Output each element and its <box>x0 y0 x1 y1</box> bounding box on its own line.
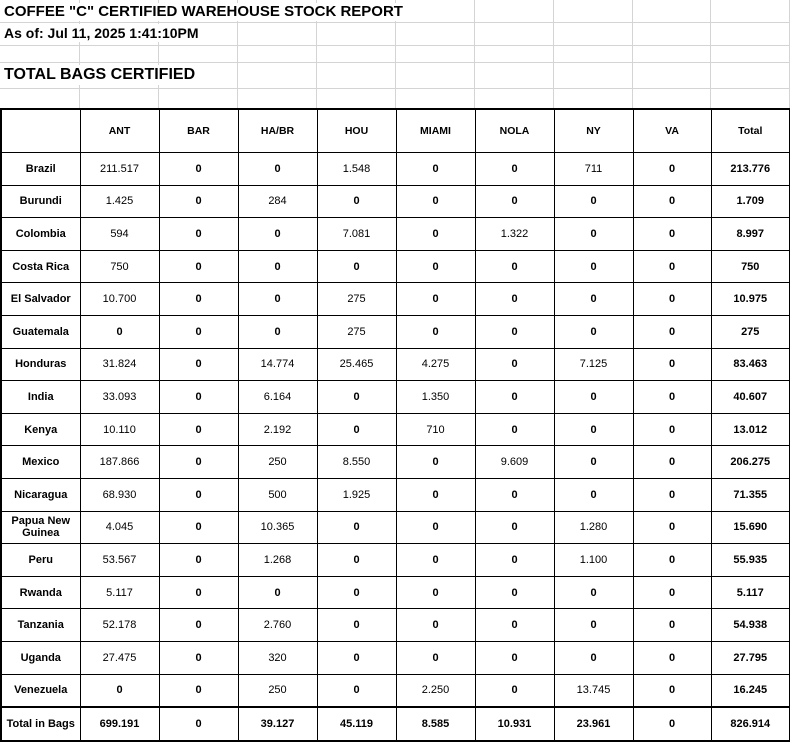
value-cell: 0 <box>396 641 475 674</box>
value-cell: 0 <box>554 315 633 348</box>
country-cell: Colombia <box>1 218 80 251</box>
value-cell: 275 <box>317 315 396 348</box>
row-total-cell: 16.245 <box>711 674 790 707</box>
table-row <box>1 609 790 642</box>
country-cell: Rwanda <box>1 576 80 609</box>
value-cell: 0 <box>475 381 554 414</box>
value-cell: 1.268 <box>238 544 317 577</box>
value-cell: 0 <box>238 283 317 316</box>
table-row <box>1 381 790 414</box>
value-cell: 0 <box>396 315 475 348</box>
value-cell: 0 <box>396 544 475 577</box>
country-cell: Mexico <box>1 446 80 479</box>
total-label: Total in Bags <box>1 707 80 741</box>
value-cell: 9.609 <box>475 446 554 479</box>
country-cell: Guatemala <box>1 315 80 348</box>
country-cell: Kenya <box>1 413 80 446</box>
value-cell: 1.100 <box>554 544 633 577</box>
table-row <box>1 576 790 609</box>
table-row <box>1 218 790 251</box>
table-row <box>1 478 790 511</box>
value-cell: 2.760 <box>238 609 317 642</box>
value-cell: 0 <box>238 153 317 186</box>
total-value-cell: 39.127 <box>238 707 317 741</box>
value-cell: 0 <box>317 185 396 218</box>
value-cell: 0 <box>238 315 317 348</box>
country-cell: Burundi <box>1 185 80 218</box>
value-cell: 0 <box>159 478 238 511</box>
value-cell: 0 <box>396 446 475 479</box>
value-cell: 0 <box>633 576 711 609</box>
value-cell: 0 <box>554 218 633 251</box>
value-cell: 0 <box>396 576 475 609</box>
value-cell: 711 <box>554 153 633 186</box>
value-cell: 0 <box>396 218 475 251</box>
country-cell: India <box>1 381 80 414</box>
value-cell: 0 <box>159 544 238 577</box>
value-cell: 0 <box>159 576 238 609</box>
value-cell: 0 <box>554 185 633 218</box>
total-value-cell: 0 <box>633 707 711 741</box>
total-value-cell: 0 <box>159 707 238 741</box>
value-cell: 0 <box>475 511 554 544</box>
value-cell: 0 <box>159 381 238 414</box>
table-row <box>1 544 790 577</box>
value-cell: 10.110 <box>80 413 159 446</box>
value-cell: 0 <box>554 381 633 414</box>
country-cell: Tanzania <box>1 609 80 642</box>
total-value-cell: 23.961 <box>554 707 633 741</box>
table-row <box>1 348 790 381</box>
stock-table <box>0 108 790 742</box>
column-header-ha-br: HA/BR <box>238 109 317 153</box>
row-total-cell: 40.607 <box>711 381 790 414</box>
table-row <box>1 315 790 348</box>
corner-cell <box>1 109 80 153</box>
value-cell: 0 <box>633 153 711 186</box>
value-cell: 0 <box>317 674 396 707</box>
value-cell: 0 <box>633 315 711 348</box>
total-value-cell: 45.119 <box>317 707 396 741</box>
country-cell: Costa Rica <box>1 250 80 283</box>
value-cell: 6.164 <box>238 381 317 414</box>
value-cell: 0 <box>317 609 396 642</box>
value-cell: 0 <box>554 641 633 674</box>
value-cell: 284 <box>238 185 317 218</box>
value-cell: 0 <box>159 511 238 544</box>
row-total-cell: 213.776 <box>711 153 790 186</box>
value-cell: 0 <box>475 544 554 577</box>
value-cell: 275 <box>317 283 396 316</box>
row-total-cell: 15.690 <box>711 511 790 544</box>
value-cell: 7.125 <box>554 348 633 381</box>
value-cell: 0 <box>317 250 396 283</box>
value-cell: 187.866 <box>80 446 159 479</box>
value-cell: 710 <box>396 413 475 446</box>
column-header-va: VA <box>633 109 711 153</box>
value-cell: 52.178 <box>80 609 159 642</box>
value-cell: 1.925 <box>317 478 396 511</box>
value-cell: 0 <box>80 674 159 707</box>
value-cell: 0 <box>554 478 633 511</box>
row-total-cell: 13.012 <box>711 413 790 446</box>
value-cell: 1.280 <box>554 511 633 544</box>
row-total-cell: 750 <box>711 250 790 283</box>
report-title: COFFEE "C" CERTIFIED WAREHOUSE STOCK REPORT <box>4 3 407 21</box>
value-cell: 25.465 <box>317 348 396 381</box>
value-cell: 0 <box>475 609 554 642</box>
value-cell: 0 <box>475 153 554 186</box>
value-cell: 0 <box>159 218 238 251</box>
total-value-cell: 699.191 <box>80 707 159 741</box>
value-cell: 0 <box>396 609 475 642</box>
value-cell: 0 <box>633 478 711 511</box>
row-total-cell: 55.935 <box>711 544 790 577</box>
value-cell: 0 <box>317 576 396 609</box>
value-cell: 1.322 <box>475 218 554 251</box>
column-header-ant: ANT <box>80 109 159 153</box>
table-row <box>1 674 790 707</box>
row-total-cell: 206.275 <box>711 446 790 479</box>
value-cell: 2.192 <box>238 413 317 446</box>
column-header-bar: BAR <box>159 109 238 153</box>
value-cell: 0 <box>554 446 633 479</box>
value-cell: 4.275 <box>396 348 475 381</box>
value-cell: 10.700 <box>80 283 159 316</box>
value-cell: 0 <box>633 609 711 642</box>
value-cell: 0 <box>238 250 317 283</box>
value-cell: 0 <box>475 674 554 707</box>
value-cell: 0 <box>317 641 396 674</box>
value-cell: 0 <box>159 250 238 283</box>
value-cell: 0 <box>475 315 554 348</box>
value-cell: 27.475 <box>80 641 159 674</box>
value-cell: 2.250 <box>396 674 475 707</box>
value-cell: 0 <box>475 641 554 674</box>
country-cell: Uganda <box>1 641 80 674</box>
value-cell: 5.117 <box>80 576 159 609</box>
table-row <box>1 641 790 674</box>
value-cell: 594 <box>80 218 159 251</box>
country-cell: Honduras <box>1 348 80 381</box>
value-cell: 0 <box>396 478 475 511</box>
value-cell: 0 <box>633 446 711 479</box>
value-cell: 4.045 <box>80 511 159 544</box>
country-cell: Papua New Guinea <box>1 511 80 544</box>
table-row <box>1 250 790 283</box>
value-cell: 53.567 <box>80 544 159 577</box>
value-cell: 0 <box>159 185 238 218</box>
table-row <box>1 185 790 218</box>
country-cell: Peru <box>1 544 80 577</box>
value-cell: 0 <box>159 609 238 642</box>
grand-total-cell: 826.914 <box>711 707 790 741</box>
value-cell: 211.517 <box>80 153 159 186</box>
value-cell: 1.425 <box>80 185 159 218</box>
value-cell: 0 <box>159 315 238 348</box>
row-total-cell: 8.997 <box>711 218 790 251</box>
value-cell: 0 <box>317 544 396 577</box>
row-total-cell: 83.463 <box>711 348 790 381</box>
row-total-cell: 27.795 <box>711 641 790 674</box>
row-total-cell: 71.355 <box>711 478 790 511</box>
value-cell: 0 <box>554 283 633 316</box>
value-cell: 31.824 <box>80 348 159 381</box>
value-cell: 250 <box>238 674 317 707</box>
value-cell: 0 <box>396 153 475 186</box>
value-cell: 0 <box>633 218 711 251</box>
country-cell: Nicaragua <box>1 478 80 511</box>
value-cell: 0 <box>159 348 238 381</box>
value-cell: 33.093 <box>80 381 159 414</box>
total-value-cell: 8.585 <box>396 707 475 741</box>
value-cell: 0 <box>554 413 633 446</box>
header-row <box>1 109 790 153</box>
value-cell: 0 <box>396 185 475 218</box>
value-cell: 0 <box>633 511 711 544</box>
value-cell: 68.930 <box>80 478 159 511</box>
table-row <box>1 446 790 479</box>
value-cell: 0 <box>554 609 633 642</box>
value-cell: 13.745 <box>554 674 633 707</box>
value-cell: 1.350 <box>396 381 475 414</box>
total-row <box>1 707 790 741</box>
value-cell: 0 <box>475 576 554 609</box>
value-cell: 0 <box>633 674 711 707</box>
value-cell: 0 <box>633 250 711 283</box>
report-timestamp: As of: Jul 11, 2025 1:41:10PM <box>4 24 203 42</box>
value-cell: 0 <box>159 413 238 446</box>
row-total-cell: 54.938 <box>711 609 790 642</box>
value-cell: 0 <box>633 283 711 316</box>
value-cell: 0 <box>633 413 711 446</box>
table-row <box>1 153 790 186</box>
value-cell: 0 <box>633 544 711 577</box>
column-header-total: Total <box>711 109 790 153</box>
value-cell: 0 <box>475 283 554 316</box>
value-cell: 0 <box>633 641 711 674</box>
value-cell: 0 <box>475 250 554 283</box>
value-cell: 8.550 <box>317 446 396 479</box>
table-row <box>1 413 790 446</box>
column-header-hou: HOU <box>317 109 396 153</box>
row-total-cell: 10.975 <box>711 283 790 316</box>
value-cell: 0 <box>475 185 554 218</box>
value-cell: 7.081 <box>317 218 396 251</box>
row-total-cell: 1.709 <box>711 185 790 218</box>
value-cell: 0 <box>159 641 238 674</box>
country-cell: El Salvador <box>1 283 80 316</box>
value-cell: 0 <box>554 250 633 283</box>
column-header-nola: NOLA <box>475 109 554 153</box>
table-row <box>1 511 790 544</box>
value-cell: 0 <box>633 348 711 381</box>
value-cell: 750 <box>80 250 159 283</box>
value-cell: 320 <box>238 641 317 674</box>
value-cell: 0 <box>159 446 238 479</box>
value-cell: 0 <box>475 413 554 446</box>
value-cell: 0 <box>396 250 475 283</box>
column-header-miami: MIAMI <box>396 109 475 153</box>
value-cell: 14.774 <box>238 348 317 381</box>
value-cell: 0 <box>159 674 238 707</box>
value-cell: 10.365 <box>238 511 317 544</box>
country-cell: Venezuela <box>1 674 80 707</box>
value-cell: 0 <box>633 381 711 414</box>
section-title: TOTAL BAGS CERTIFIED <box>4 65 199 85</box>
total-value-cell: 10.931 <box>475 707 554 741</box>
row-total-cell: 275 <box>711 315 790 348</box>
value-cell: 0 <box>554 576 633 609</box>
row-total-cell: 5.117 <box>711 576 790 609</box>
country-cell: Brazil <box>1 153 80 186</box>
value-cell: 500 <box>238 478 317 511</box>
value-cell: 0 <box>80 315 159 348</box>
value-cell: 0 <box>633 185 711 218</box>
value-cell: 1.548 <box>317 153 396 186</box>
value-cell: 0 <box>159 283 238 316</box>
column-header-ny: NY <box>554 109 633 153</box>
value-cell: 0 <box>396 511 475 544</box>
value-cell: 0 <box>238 576 317 609</box>
value-cell: 0 <box>159 153 238 186</box>
value-cell: 0 <box>317 413 396 446</box>
value-cell: 0 <box>396 283 475 316</box>
table-row <box>1 283 790 316</box>
value-cell: 0 <box>238 218 317 251</box>
value-cell: 0 <box>475 348 554 381</box>
value-cell: 0 <box>317 381 396 414</box>
value-cell: 0 <box>475 478 554 511</box>
value-cell: 250 <box>238 446 317 479</box>
value-cell: 0 <box>317 511 396 544</box>
